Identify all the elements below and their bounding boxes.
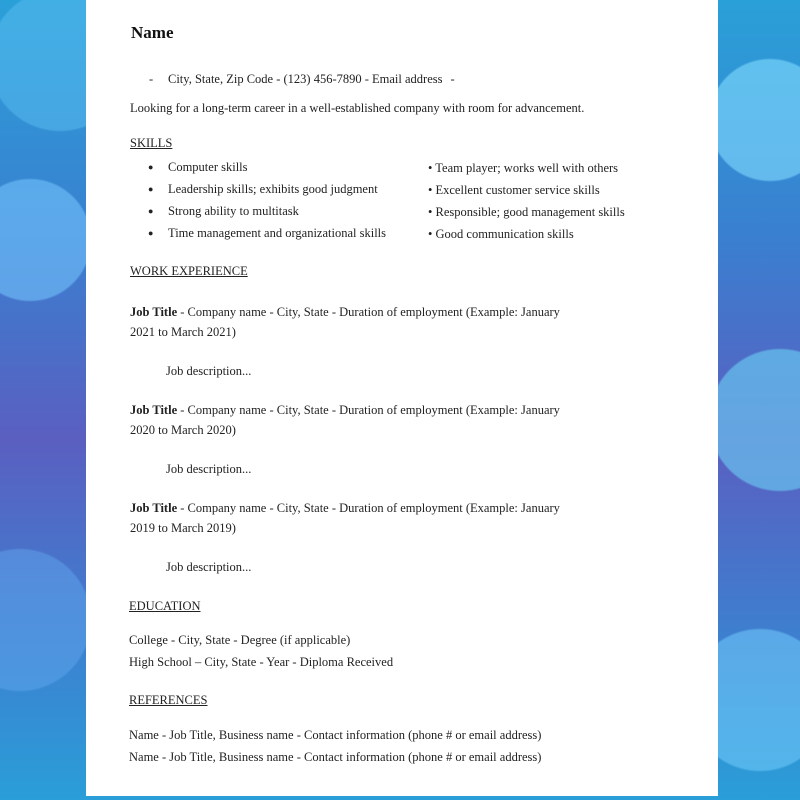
bullet-icon: ● <box>148 206 154 216</box>
job-description: Job description... <box>166 364 252 378</box>
contact-dash: - <box>450 72 455 86</box>
objective: Looking for a long-term career in a well-established company with room for advancement. <box>130 101 585 115</box>
skill-item: Time management and organizational skills <box>168 226 387 240</box>
job-header <box>130 403 560 417</box>
job-description: Job description... <box>166 560 252 574</box>
job-title: Job Title <box>130 305 178 319</box>
job-header <box>130 501 560 515</box>
skill-item: Strong ability to multitask <box>168 204 299 218</box>
contact-dash: - <box>149 72 154 86</box>
job-description: Job description... <box>166 462 252 476</box>
education-heading: EDUCATION <box>129 599 201 613</box>
bullet-icon: ● <box>148 228 154 238</box>
job-details: - Company name - City, State - Duration of employment (Example: January <box>177 501 560 515</box>
job-title: Job Title <box>130 403 178 417</box>
skills-heading: SKILLS <box>130 136 173 150</box>
bullet-icon: ● <box>148 162 154 172</box>
skill-item: • Team player; works well with others <box>428 161 619 175</box>
education-line: College - City, State - Degree (if applicable) <box>129 633 351 647</box>
resume-name: Name <box>131 23 174 42</box>
skill-item: Leadership skills; exhibits good judgment <box>168 182 378 196</box>
work-heading: WORK EXPERIENCE <box>130 264 248 278</box>
contact-line: City, State, Zip Code - (123) 456-7890 - Email address <box>168 72 443 86</box>
reference-line: Name - Job Title, Business name - Contact information (phone # or email address) <box>129 728 542 742</box>
skill-item: • Responsible; good management skills <box>428 205 625 219</box>
bullet-icon: ● <box>148 184 154 194</box>
resume-page <box>86 0 718 796</box>
job-title: Job Title <box>130 501 178 515</box>
reference-line: Name - Job Title, Business name - Contact information (phone # or email address) <box>129 750 542 764</box>
job-dates: 2020 to March 2020) <box>130 423 236 437</box>
education-line: High School – City, State - Year - Diploma Received <box>129 655 394 669</box>
skill-item: • Good communication skills <box>428 227 574 241</box>
skill-item: • Excellent customer service skills <box>428 183 600 197</box>
skill-item: Computer skills <box>168 160 248 174</box>
job-dates: 2019 to March 2019) <box>130 521 236 535</box>
contact-row <box>149 72 455 86</box>
job-details: - Company name - City, State - Duration of employment (Example: January <box>177 403 560 417</box>
job-dates: 2021 to March 2021) <box>130 325 236 339</box>
references-heading: REFERENCES <box>129 693 208 707</box>
job-details: - Company name - City, State - Duration of employment (Example: January <box>177 305 560 319</box>
job-header <box>130 305 560 319</box>
